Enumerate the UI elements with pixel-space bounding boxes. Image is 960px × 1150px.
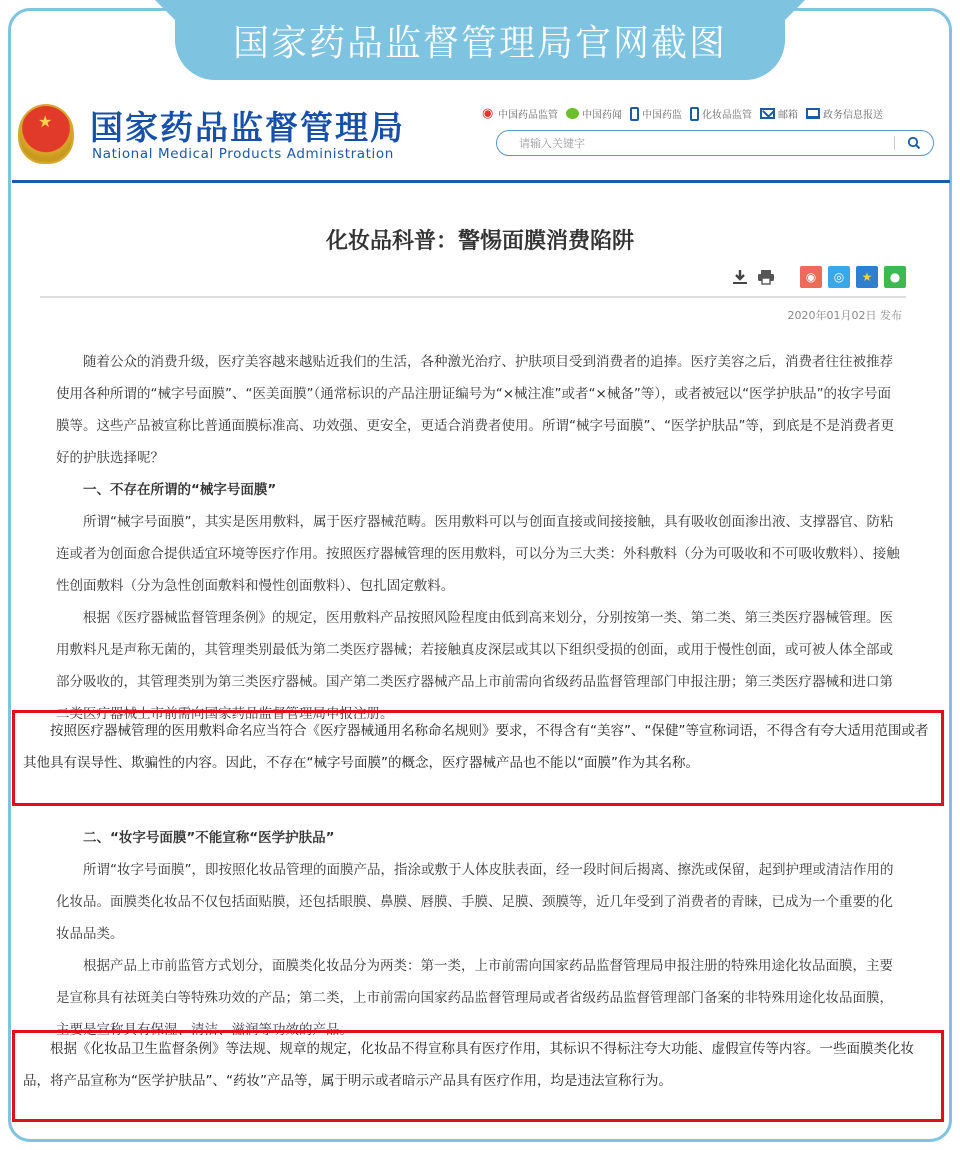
toplink-label: 化妆品监管 (702, 110, 752, 121)
toplink-wechat[interactable] (566, 106, 622, 121)
toplink-label: 中国药监 (642, 110, 682, 121)
section2-highlight: 根据《化妆品卫生监督条例》等法规、规章的规定，化妆品不得宣称具有医疗作用，其标识不得标注夸大功能、虚假宣传等内容。一些面膜类化妆品，将产品宣称为“医学护肤品”、“药妆”产品等，属于明示或者暗示产品具有医疗作用，均是违法宣称行为。 (23, 1041, 914, 1089)
search-button[interactable] (903, 132, 925, 154)
section1-heading: 一、不存在所谓的“械字号面膜” (83, 482, 277, 498)
search-icon (907, 136, 921, 150)
section2-heading: 二、“妆字号面膜”不能宣称“医学护肤品” (83, 830, 335, 846)
toplink-label: 中国药闻 (582, 110, 622, 121)
section2-paragraph-1: 所谓“妆字号面膜”，即按照化妆品管理的面膜产品，指涂或敷于人体皮肤表面，经一段时间后揭离、擦洗或保留，起到护理或清洁作用的化妆品。面膜类化妆品不仅包括面贴膜，还包括眼膜、鼻膜、唇膜、手膜、足膜、颈膜等，近几年受到了消费者的青睐，已成为一个重要的化妆品品类。 (56, 862, 894, 942)
toplink-report[interactable] (806, 106, 883, 121)
weibo-icon: ◉ (482, 106, 494, 121)
toplink-label: 中国药品监管 (498, 110, 558, 121)
toplink-label: 政务信息报送 (823, 110, 883, 121)
section2-paragraph-2: 根据产品上市前监管方式划分，面膜类化妆品分为两类：第一类，上市前需向国家药品监督管理局申报注册的特殊用途化妆品面膜，主要是宣称具有祛斑美白等特殊功效的产品；第二类，上市前需向国家药品监督管理局或者省级药品监督管理部门备案的非特殊用途化妆品面膜，主要是宣称具有保湿、清洁、滋润等功效的产品。 (56, 958, 893, 1038)
site-header (12, 92, 950, 184)
banner-title: 国家药品监督管理局官网截图 (232, 22, 727, 64)
search-input[interactable] (497, 137, 894, 150)
favorite-share-button[interactable] (856, 266, 878, 288)
weibo-share-button[interactable] (800, 266, 822, 288)
site-name-en: National Medical Products Administration (92, 146, 394, 162)
article-body-part1 (56, 346, 902, 730)
site-name-cn[interactable]: 国家药品监督管理局 (90, 108, 405, 147)
toplink-app-cosmetics[interactable] (690, 106, 752, 121)
highlight-box-2 (12, 1030, 944, 1122)
screen-icon (806, 108, 820, 119)
wechat-icon (566, 108, 579, 119)
article-tools (730, 266, 906, 288)
section1-paragraph-2: 根据《医疗器械监督管理条例》的规定，医用敷料产品按照风险程度由低到高来划分，分别按第一类、第二类、第三类医疗器械管理。医用敷料凡是声称无菌的，其管理类别最低为第二类医疗器械；若接触真皮深层或其以下组织受损的创面，或用于慢性创面，或可被人体全部或部分吸收的，其管理类别为第三类医疗器械。国产第二类医疗器械产品上市前需向省级药品监督管理部门申报注册；第三类医疗器械和进口第二类医疗器械上市前需向国家药品监督管理局申报注册。 (56, 610, 893, 722)
download-icon (732, 269, 748, 285)
top-links (482, 106, 883, 121)
wechat-share-button[interactable] (884, 266, 906, 288)
weibo-icon: ◉ (805, 270, 817, 284)
section1-highlight: 按照医疗器械管理的医用敷料命名应当符合《医疗器械通用名称命名规则》要求，不得含有“美容”、“保健”等宣称词语，不得含有夸大适用范围或者其他具有误导性、欺骗性的内容。因此，不存在“械字号面膜”的概念，医疗器械产品也不能以“面膜”作为其名称。 (23, 723, 929, 771)
toplink-weibo[interactable] (482, 106, 558, 121)
qzone-icon: ◎ (833, 270, 845, 284)
national-emblem-icon (18, 104, 74, 164)
star-icon: ★ (861, 270, 873, 284)
article-body-part2 (56, 822, 902, 1046)
search-divider (894, 136, 895, 150)
intro-paragraph: 随着公众的消费升级，医疗美容越来越贴近我们的生活，各种激光治疗、护肤项目受到消费者的追捧。医疗美容之后，消费者往往被推荐使用各种所谓的“械字号面膜”、“医美面膜”（通常标识的产品注册证编号为“×械注准”或者“×械备”等），或者被冠以“医学护肤品”的妆字号面膜等。这些产品被宣称比普通面膜标准高、功效强、更安全，更适合消费者使用。所谓“械字号面膜”、“医学护肤品”等，到底是不是消费者更好的护肤选择呢？ (56, 354, 894, 466)
banner (175, 0, 785, 80)
print-button[interactable] (756, 267, 776, 287)
print-icon (757, 269, 775, 285)
toplink-app-drug[interactable] (630, 106, 682, 121)
phone-icon (630, 107, 639, 121)
section1-paragraph-1: 所谓“械字号面膜”，其实是医用敷料，属于医疗器械范畴。医用敷料可以与创面直接或间接接触，具有吸收创面渗出液、支撑器官、防粘连或者为创面愈合提供适宜环境等医疗作用。按照医疗器械管理的医用敷料，可以分为三大类：外科敷料（分为可吸收和不可吸收敷料）、接触性创面敷料（分为急性创面敷料和慢性创面敷料）、包扎固定敷料。 (56, 514, 900, 594)
article-title: 化妆品科普：警惕面膜消费陷阱 (325, 229, 634, 254)
highlight-box-1 (12, 710, 944, 806)
download-button[interactable] (730, 267, 750, 287)
wechat-icon: ● (889, 270, 901, 284)
publish-date: 2020年01月02日 发布 (787, 309, 902, 322)
mail-icon (760, 108, 775, 119)
search-box (496, 130, 934, 156)
header-divider (12, 180, 950, 183)
phone-icon (690, 107, 699, 121)
toplink-mail[interactable] (760, 106, 798, 121)
toplink-label: 邮箱 (778, 110, 798, 121)
qzone-share-button[interactable] (828, 266, 850, 288)
article-divider (40, 296, 906, 298)
